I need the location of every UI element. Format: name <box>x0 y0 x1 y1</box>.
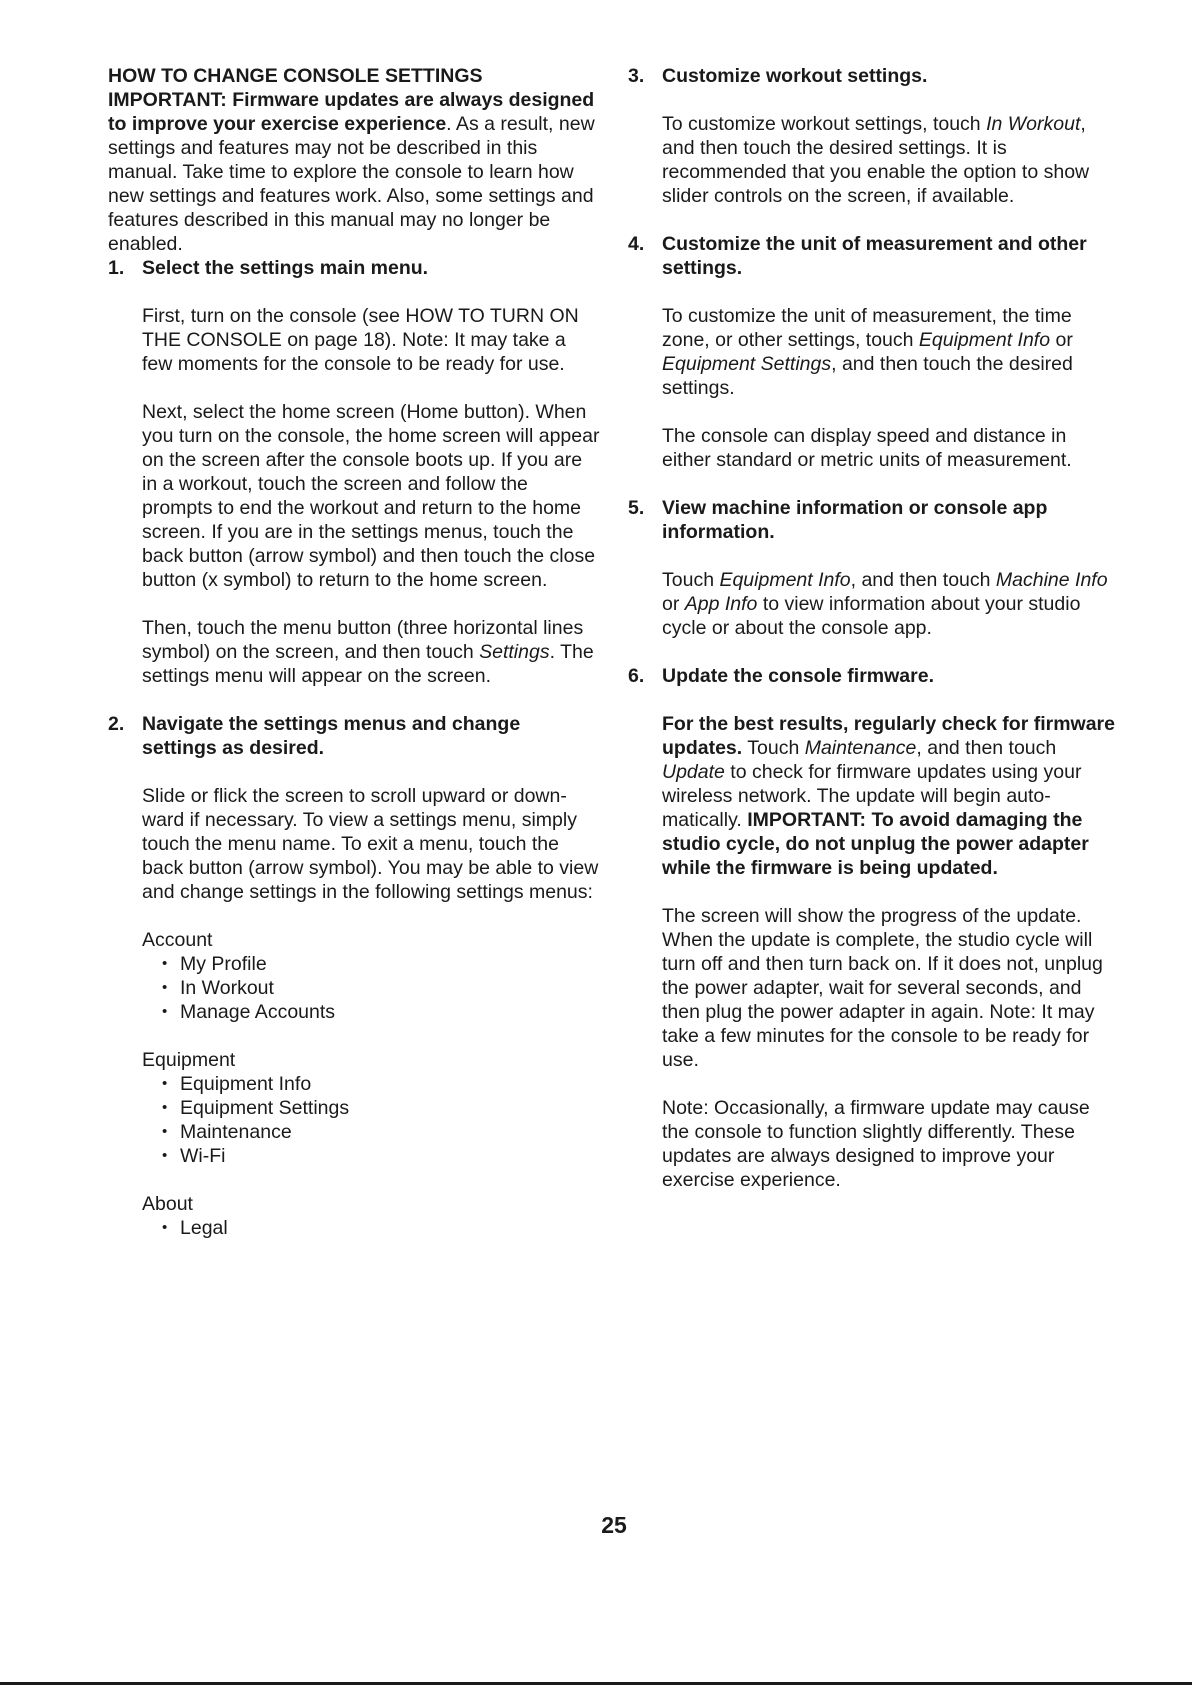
list-item: • Equipment Info <box>160 1072 600 1096</box>
emphasis-text: For the best results, regularly check for firmware updates. <box>662 713 1115 759</box>
intro-important: IMPORTANT: Firmware updates are always designed to improve your exercise experience <box>108 89 595 135</box>
text-run: Then, touch the menu button (three horizontal lines symbol) on the screen, and then touch <box>142 617 584 663</box>
warning-text: IMPORTANT: To avoid damaging the studio cycle, do not unplug the power adapter while the firmware is being updated. <box>662 809 1089 879</box>
step-paragraph <box>662 712 1118 880</box>
step-5-title <box>628 496 1118 544</box>
list-item: • Manage Accounts <box>160 1000 600 1024</box>
text-run: to view information about your studio cycle or about the console app. <box>662 593 1081 639</box>
section-heading: HOW TO CHANGE CONSOLE SETTINGS <box>108 65 483 87</box>
list-item: • Legal <box>160 1216 600 1240</box>
menu-reference: Machine Info <box>995 569 1108 591</box>
list-item: • My Profile <box>160 952 600 976</box>
menu-reference: Equipment Info <box>719 569 851 591</box>
step-2-body <box>108 784 600 1240</box>
intro-text: . As a result, new settings and features may not be described in this manual. Take time to explore the console to learn how new settings and features work. Also, some settings and features described in this manual may no longer be enabled. <box>108 113 595 255</box>
step-2-title <box>108 712 600 760</box>
step-4-body <box>628 304 1118 472</box>
step-title-text: Customize the unit of measurement and other settings. <box>662 233 1087 279</box>
step-6-body <box>628 712 1118 1192</box>
text-run: . The settings menu will appear on the screen. <box>142 641 594 687</box>
step-number: 6. <box>628 665 645 687</box>
step-3-title <box>628 64 1118 88</box>
text-run: To customize workout settings, touch <box>662 113 987 135</box>
step-title-text: Customize workout settings. <box>662 65 928 87</box>
text-run: Touch <box>742 737 805 759</box>
step-paragraph <box>662 304 1118 400</box>
menu-reference: Equipment Info <box>918 329 1051 351</box>
step-title-text: Update the console firmware. <box>662 665 934 687</box>
step-3 <box>628 64 1118 208</box>
menu-reference: Maintenance <box>804 737 917 759</box>
menu-group-name: Account <box>142 929 213 951</box>
step-paragraph: The console can display speed and distance in either standard or metric units of measurement. <box>662 425 1072 471</box>
step-1-body <box>108 304 600 688</box>
step-paragraph <box>662 112 1118 208</box>
text-run: To customize the unit of measurement, the time zone, or other settings, touch <box>662 305 1072 351</box>
step-paragraph <box>662 568 1118 640</box>
menu-group-equipment <box>142 1048 600 1168</box>
step-6-title <box>628 664 1118 688</box>
right-column <box>628 64 1118 1216</box>
step-3-body <box>628 112 1118 208</box>
menu-list <box>142 952 600 1024</box>
step-6 <box>628 664 1118 1192</box>
step-5-body <box>628 568 1118 640</box>
step-1-title <box>108 256 600 280</box>
text-run: , and then touch <box>916 737 1057 759</box>
menu-reference: App Info <box>684 593 758 615</box>
text-run: , and then touch the desired settings. It is recommended that you enable the option to show slider controls on the screen, if available. <box>662 113 1090 207</box>
step-number: 5. <box>628 497 645 519</box>
menu-group-name: About <box>142 1193 193 1215</box>
menu-reference: Settings <box>479 641 550 663</box>
step-5 <box>628 496 1118 640</box>
intro-paragraph <box>108 88 600 256</box>
step-4-title <box>628 232 1118 280</box>
text-run: to check for firmware updates using your wireless network. The update will begin auto-matically. <box>662 761 1082 831</box>
text-run: , and then touch <box>850 569 996 591</box>
list-item: • Equipment Settings <box>160 1096 600 1120</box>
step-number: 4. <box>628 233 645 255</box>
step-title-text: Navigate the settings menus and change settings as desired. <box>142 713 521 759</box>
step-paragraph: Note: Occasionally, a firmware update may cause the console to function slightly differently. These updates are always designed to improve your exercise experience. <box>662 1097 1090 1191</box>
text-run: Touch <box>662 569 720 591</box>
step-number: 1. <box>108 257 125 279</box>
step-paragraph <box>142 616 600 688</box>
page-number: 25 <box>601 1512 627 1538</box>
list-item: • Wi-Fi <box>160 1144 600 1168</box>
list-item: • Maintenance <box>160 1120 600 1144</box>
list-item: • In Workout <box>160 976 600 1000</box>
menu-group-about <box>142 1192 600 1240</box>
step-2 <box>108 712 600 1240</box>
left-column <box>108 64 600 1264</box>
text-run: or <box>1050 329 1073 351</box>
menu-reference: In Workout <box>986 113 1081 135</box>
step-number: 2. <box>108 713 125 735</box>
step-number: 3. <box>628 65 645 87</box>
step-paragraph: Slide or flick the screen to scroll upward or down-ward if necessary. To view a settings menu, simply touch the menu name. To exit a menu, touch the back button (arrow symbol). You may be able to view and change settings in the following settings menus: <box>142 785 599 903</box>
step-title-text: View machine information or console app information. <box>662 497 1048 543</box>
step-1 <box>108 256 600 688</box>
text-run: or <box>662 593 685 615</box>
step-paragraph: First, turn on the console (see HOW TO TURN ON THE CONSOLE on page 18). Note: It may take a few moments for the console to be ready for use. <box>142 305 579 375</box>
menu-list <box>142 1072 600 1168</box>
step-paragraph: The screen will show the progress of the update. When the update is complete, the studio cycle will turn off and then turn back on. If it does not, unplug the power adapter, wait for several seconds, and then plug the power adapter in again. Note: It may take a few minutes for the console to be ready for use. <box>662 905 1103 1071</box>
step-4 <box>628 232 1118 472</box>
step-paragraph: Next, select the home screen (Home button). When you turn on the console, the home screen will appear on the screen after the console boots up. If you are in a workout, touch the screen and follow the prompts to end the workout and return to the home screen. If you are in the settings menus, touch the back button (arrow symbol) and then touch the close button (x symbol) to return to the home screen. <box>142 401 600 591</box>
menu-reference: Equipment Settings <box>662 353 832 375</box>
menu-group-name: Equipment <box>142 1049 236 1071</box>
text-run: , and then touch the desired settings. <box>662 353 1073 399</box>
menu-reference: Update <box>662 761 725 783</box>
menu-list <box>142 1216 600 1240</box>
step-title-text: Select the settings main menu. <box>142 257 429 279</box>
menu-group-account <box>142 928 600 1024</box>
